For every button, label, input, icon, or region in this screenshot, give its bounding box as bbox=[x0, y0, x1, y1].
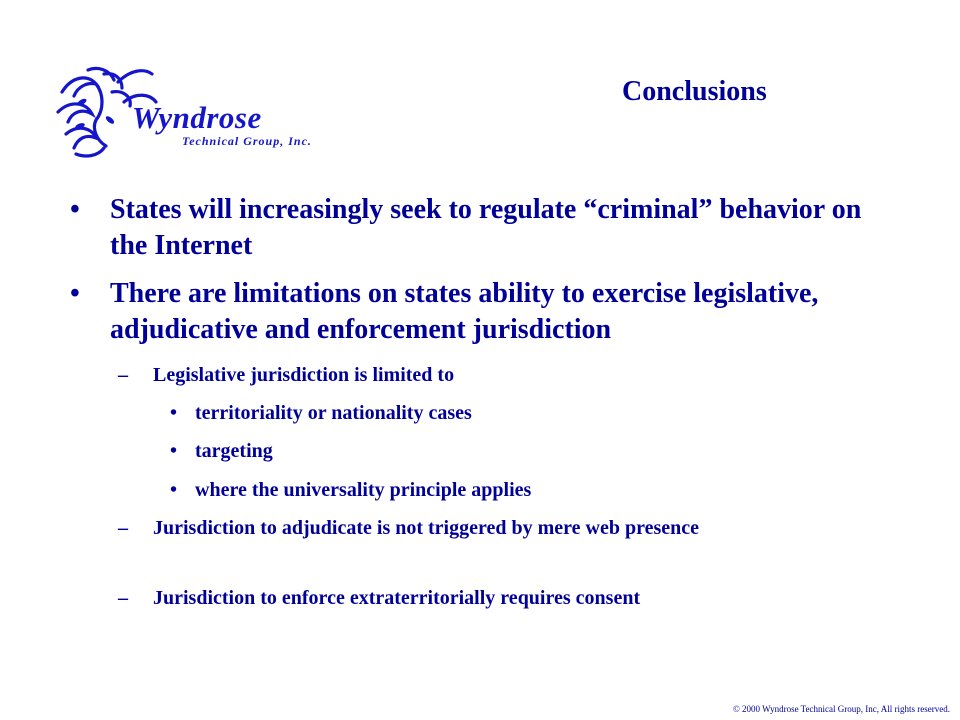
sub-sub-bullet-text: territoriality or nationality cases bbox=[195, 402, 472, 424]
sub-bullet-item bbox=[118, 362, 818, 389]
sub-sub-bullet-text: where the universality principle applies bbox=[195, 479, 532, 501]
slide-title: Conclusions bbox=[622, 76, 767, 107]
company-logo bbox=[52, 62, 312, 162]
copyright-footer: © 2000 Wyndrose Technical Group, Inc, All rights reserved. bbox=[732, 704, 950, 714]
bullet-marker: • bbox=[70, 278, 80, 309]
sub-sub-bullet-item bbox=[170, 477, 810, 504]
dash-marker: – bbox=[118, 364, 128, 386]
bullet-item bbox=[70, 192, 870, 264]
sub-bullet-item bbox=[118, 585, 818, 612]
sub-bullet-text: Jurisdiction to adjudicate is not triggered by mere web presence bbox=[153, 517, 700, 539]
bullet-marker: • bbox=[170, 440, 178, 462]
bullet-item bbox=[70, 276, 870, 348]
dash-marker: – bbox=[118, 587, 128, 609]
bullet-text: States will increasingly seek to regulate “criminal” behavior on the Internet bbox=[110, 194, 862, 261]
sub-bullet-text: Jurisdiction to enforce extraterritorially requires consent bbox=[153, 587, 641, 609]
bullet-marker: • bbox=[170, 402, 178, 424]
bullet-marker: • bbox=[70, 194, 80, 225]
logo-wordmark: Wyndrose bbox=[132, 100, 262, 135]
sub-sub-bullet-item bbox=[170, 438, 810, 465]
bullet-marker: • bbox=[170, 479, 178, 501]
sub-bullet-text: Legislative jurisdiction is limited to bbox=[153, 364, 455, 386]
sub-sub-bullet-item bbox=[170, 400, 810, 427]
sub-bullet-item bbox=[118, 515, 818, 542]
dash-marker: – bbox=[118, 517, 128, 539]
sub-sub-bullet-text: targeting bbox=[195, 440, 273, 462]
bullet-text: There are limitations on states ability to exercise legislative, adjudicative and enforcement jurisdiction bbox=[110, 278, 819, 345]
logo-subtitle: Technical Group, Inc. bbox=[182, 134, 312, 148]
